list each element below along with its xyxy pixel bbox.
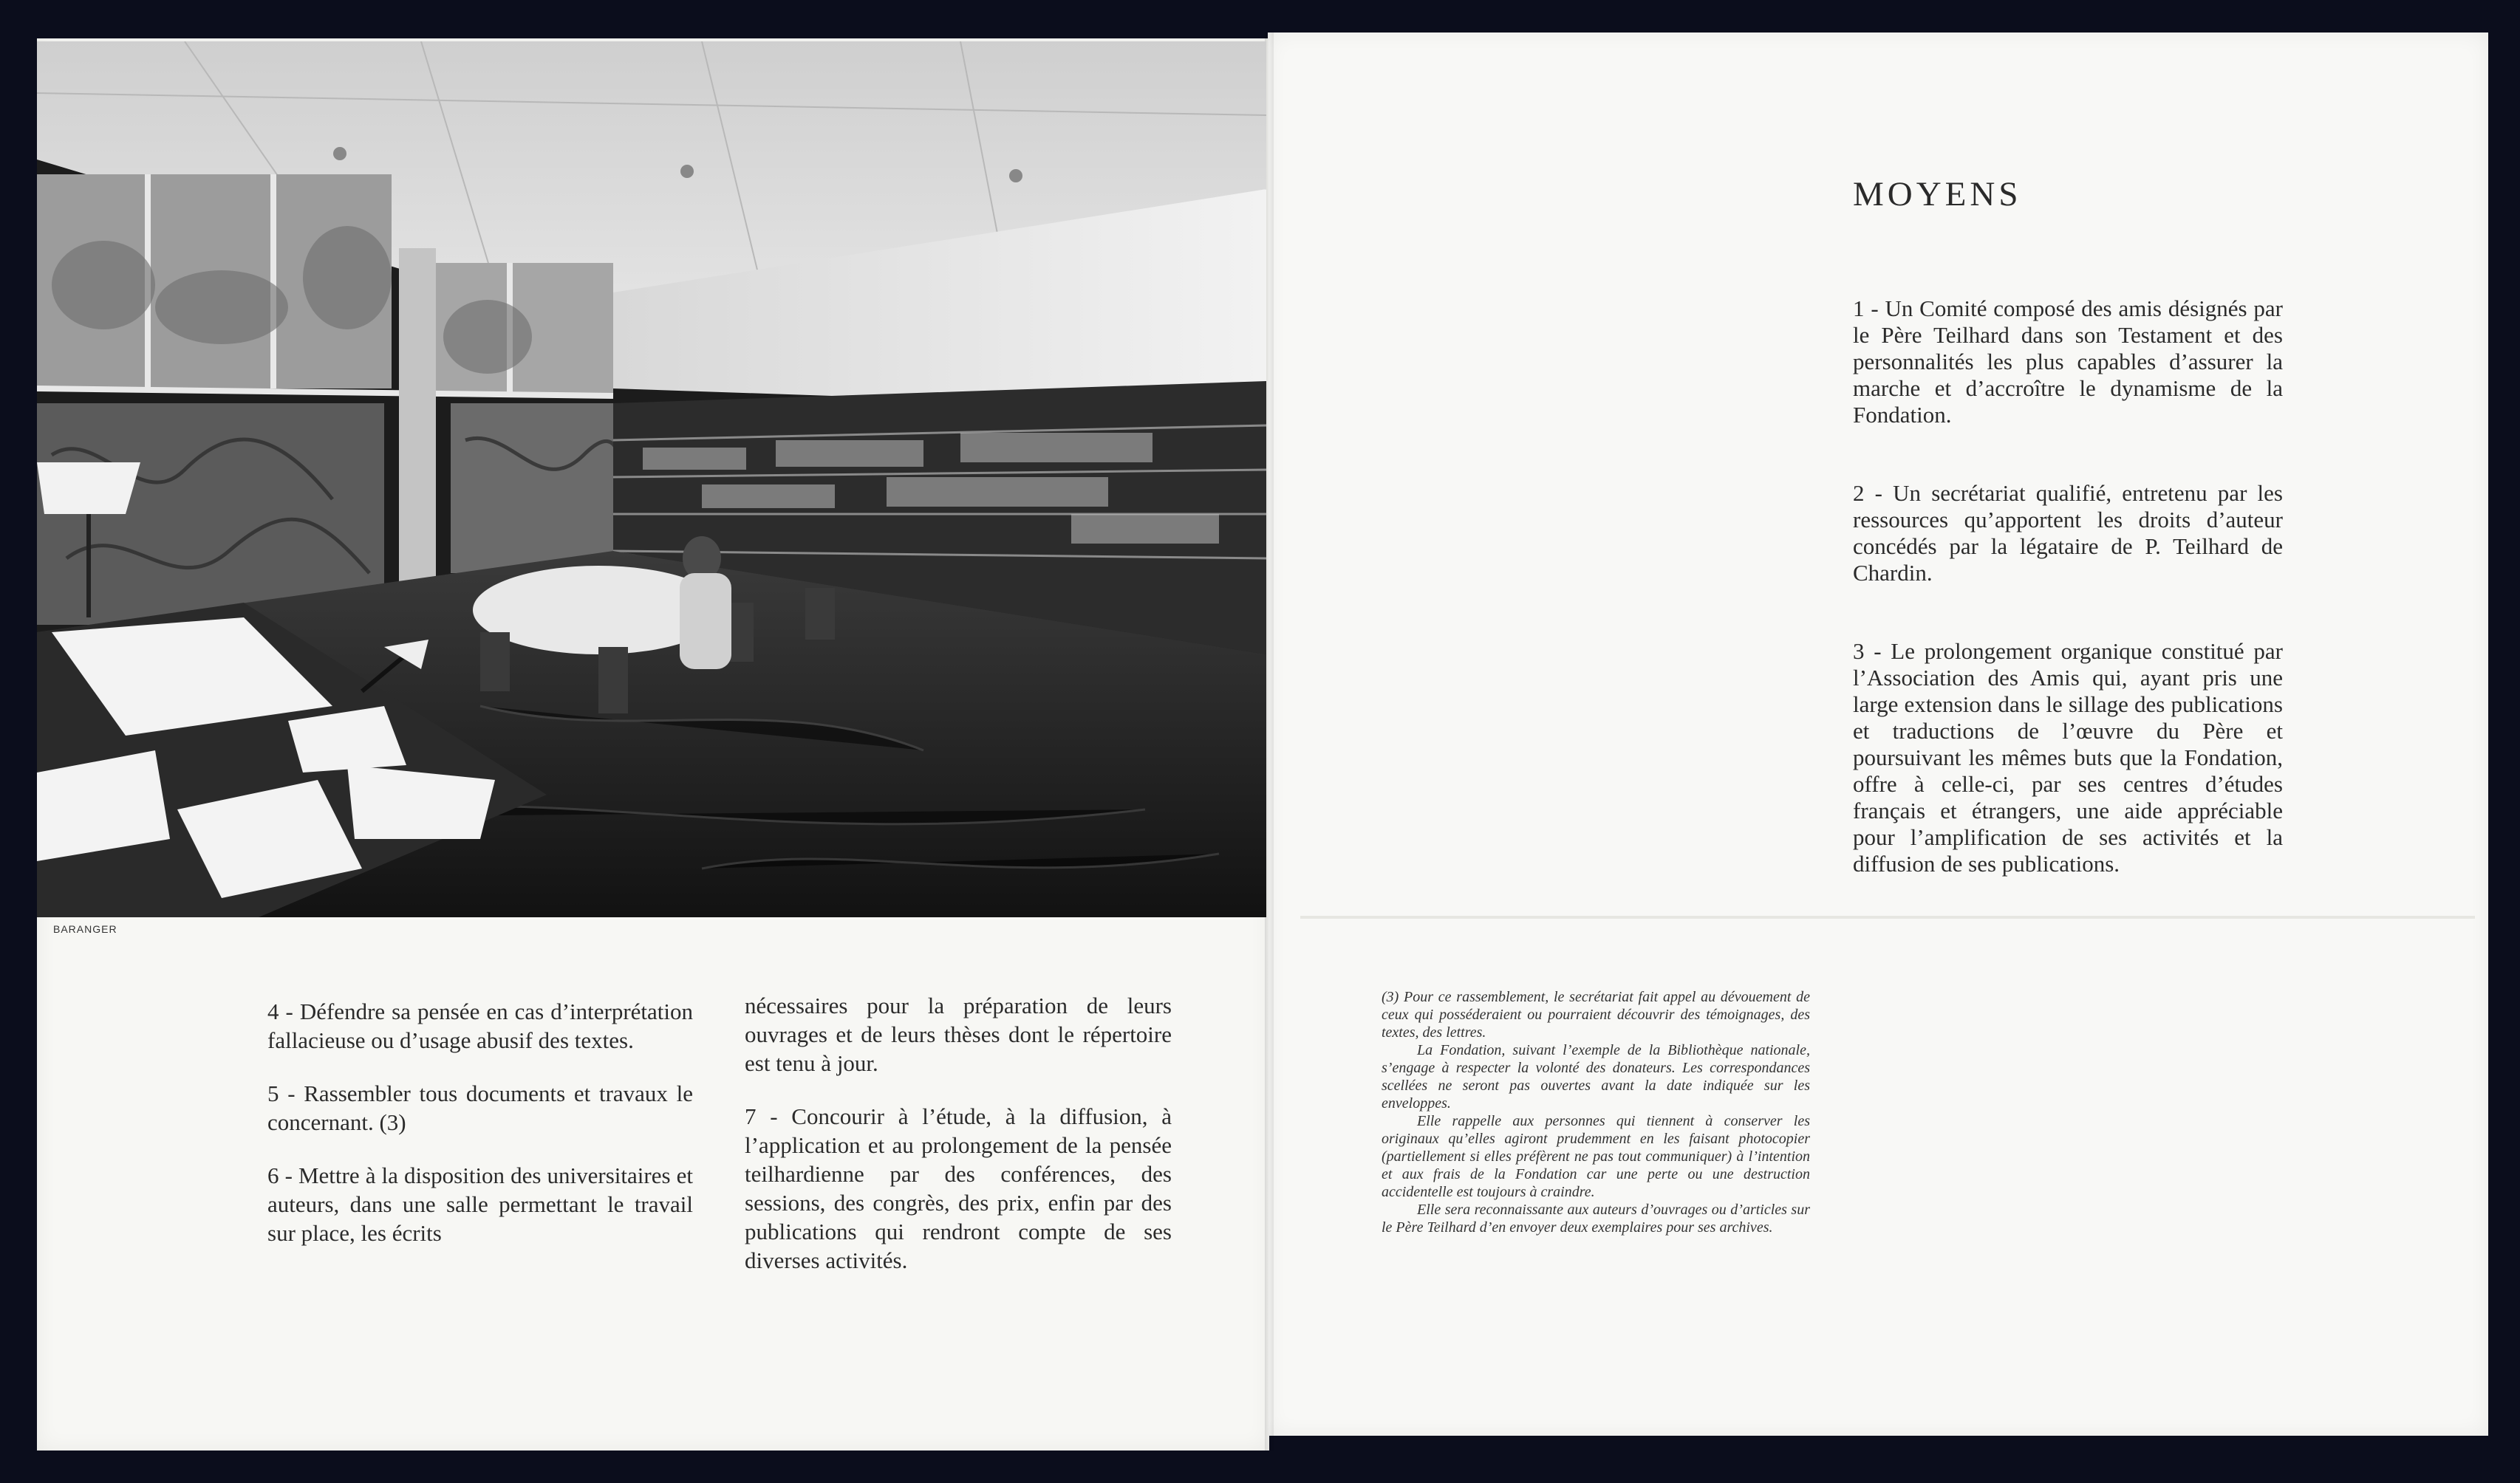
footnote-para-1: (3) Pour ce rassemblement, le secrétariat fait appel au dévouement de ceux qui posséderaient ou pourraient découvrir des témoignages, des textes, des lettres. (1382, 989, 1810, 1041)
item-4: 4 - Défendre sa pensée en cas d’interprétation fallacieuse ou d’usage abusif des textes. (267, 999, 693, 1053)
left-column-1 (267, 997, 693, 1272)
footnote (1382, 988, 1810, 1236)
footnote-para-4: Elle sera reconnaissante aux auteurs d’ouvrages ou d’articles sur le Père Teilhard d’en envoyer deux exemplaires pour ses archives. (1382, 1202, 1810, 1236)
moyens-item-2: 2 - Un secrétariat qualifié, entretenu par les ressources qu’apportent les droits d’auteur concédés par la légataire de P. Teilhard de Chardin. (1853, 480, 2283, 586)
photo-credit: BARANGER (53, 923, 117, 935)
library-photo (37, 41, 1266, 917)
moyens-item-3: 3 - Le prolongement organique constitué par l’Association des Amis qui, ayant pris une large extension dans le sillage des publications et traductions de l’œuvre du Père et poursuivant les mêmes buts que la Fondation, offre à celle-ci, par ses centres d’études français et étrangers, une aide appréciable pour l’amplification de ses activités et la diffusion de ses publications. (1853, 638, 2283, 877)
moyens-item-1: 1 - Un Comité composé des amis désignés par le Père Teilhard dans son Testament et des personnalités les plus capables d’assurer la marche et d’accroître le dynamisme de la Fondation. (1853, 295, 2283, 428)
item-6: 6 - Mettre à la disposition des universitaires et auteurs, dans une salle permettant le travail sur place, les écrits (267, 1162, 693, 1246)
item-6-continued: nécessaires pour la préparation de leurs ouvrages et de leurs thèses dont le répertoire est tenu à jour. (745, 993, 1172, 1076)
moyens-list (1853, 295, 2283, 929)
item-5: 5 - Rassembler tous documents et travaux le concernant. (3) (267, 1080, 693, 1135)
item-7: 7 - Concourir à l’étude, à la diffusion, à l’application et au prolongement de la pensée teilhardienne par des conférences, des sessions, des congrès, des prix, enfin par des publications qui rendront compte de ses diverses activités. (745, 1103, 1172, 1273)
page-fold-mark (1300, 916, 2475, 919)
section-title: MOYENS (1853, 175, 2022, 213)
footnote-para-2: La Fondation, suivant l’exemple de la Bibliothèque nationale, s’engage à respecter la volonté des donateurs. Les correspondances scellées ne seront pas ouvertes avant la date indiquée sur les enveloppes. (1382, 1042, 1810, 1112)
left-column-2 (745, 991, 1172, 1299)
footnote-para-3: Elle rappelle aux personnes qui tiennent à conserver les originaux qu’elles agiront prudemment en les faisant photocopier (partiellement si elles préfèrent ne pas tout communiquer) à l’intention et aux frais de la Fondation car une perte ou une destruction accidentelle est toujours à craindre. (1382, 1113, 1810, 1200)
